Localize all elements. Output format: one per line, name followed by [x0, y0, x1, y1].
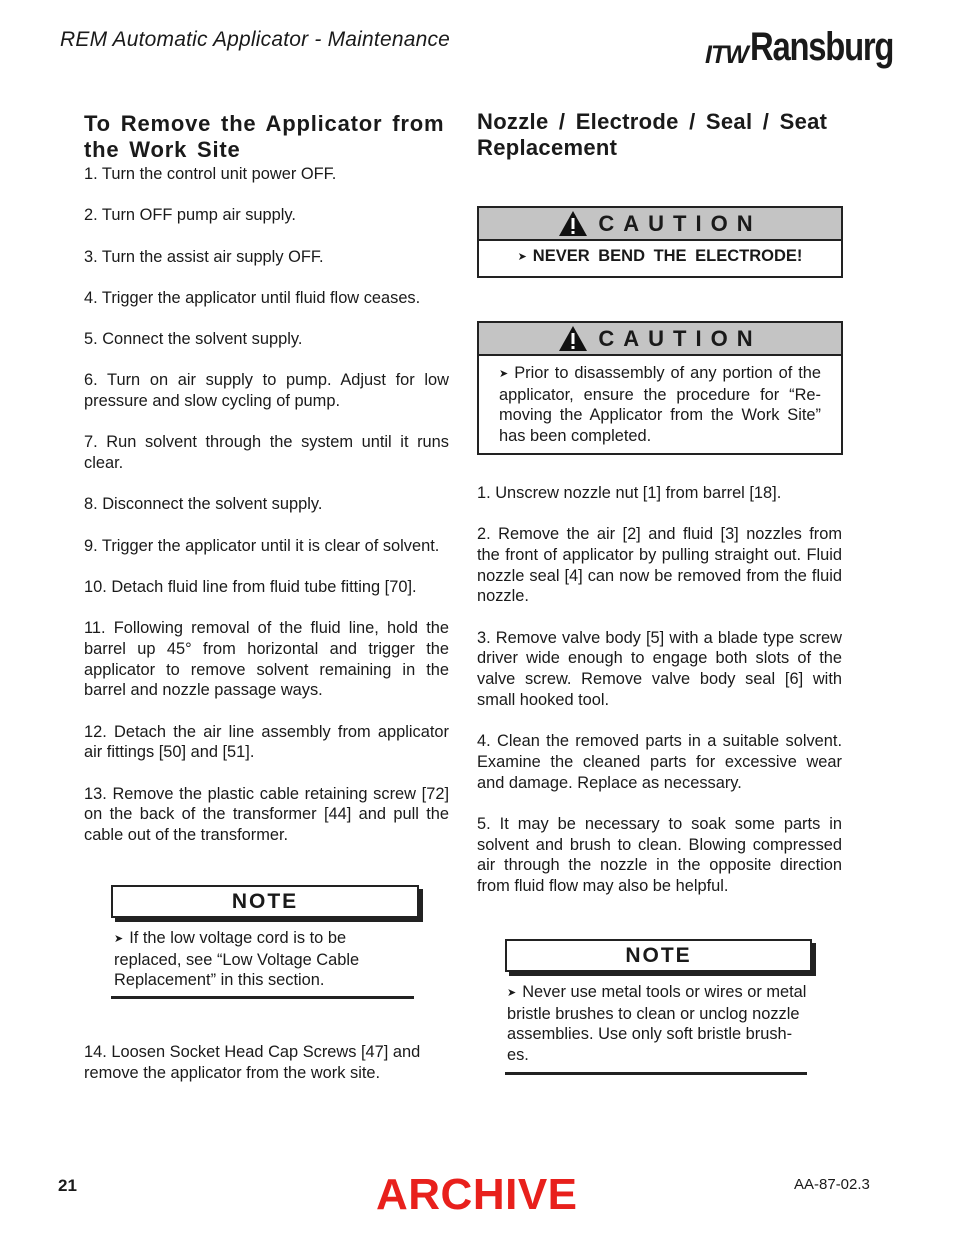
arrow-bullet-icon: ➤ — [507, 987, 517, 999]
caution-text: NEVER BEND THE ELECTRODE! — [532, 247, 803, 265]
list-item: 5. It may be necessary to soak some parts in solvent and brush to clean. Blowing compressed air through the nozzle in the opposite direction from fluid flow may also be helpful. — [477, 814, 842, 895]
list-item: 3. Turn the assist air supply OFF. — [84, 247, 324, 266]
note-divider — [505, 1072, 807, 1075]
right-section-heading: Nozzle / Electrode / Seal / Seat Replacement — [477, 109, 828, 160]
caution-text: Prior to disassembly of any portion of the applicator, ensure the procedure for “Re-moving the Applicator from the Work Site” has been completed. — [499, 364, 821, 446]
list-item: 2. Turn OFF pump air supply. — [84, 206, 296, 225]
note-text-block — [507, 982, 809, 1066]
list-item: 13. Remove the plastic cable retaining screw [72] on the back of the transformer [44] and pull the cable out of the transformer. — [84, 784, 449, 845]
arrow-bullet-icon: ➤ — [499, 368, 509, 380]
list-item: 10. Detach fluid line from fluid tube fitting [70]. — [84, 578, 417, 597]
caution-title: CAUTION — [598, 210, 762, 236]
page-number: 21 — [58, 1176, 77, 1195]
nozzle-steps-list — [477, 483, 842, 917]
arrow-bullet-icon: ➤ — [517, 251, 527, 263]
caution-header — [479, 323, 841, 356]
header-title: REM Automatic Applicator - Maintenance — [60, 28, 451, 51]
list-item: 11. Following removal of the fluid line, hold the barrel up 45° from horizontal and trigger the applicator to remove solvent remaining in the barrel and nozzle passage ways. — [84, 619, 449, 700]
list-item: 3. Remove valve body [5] with a blade type screw driver wide enough to engage both slots of the valve screw. Remove valve body seal [6] with small hooked tool. — [477, 628, 842, 709]
note-text: If the low voltage cord is to be replaced, see “Low Voltage Cable Replacement” in this section. — [114, 929, 360, 990]
caution-box — [477, 321, 843, 455]
list-item: 14. Loosen Socket Head Cap Screws [47] and remove the applicator from the work site. — [84, 1043, 421, 1082]
removal-steps-list — [84, 164, 449, 866]
list-item: 5. Connect the solvent supply. — [84, 330, 303, 349]
document-code: AA-87-02.3 — [794, 1176, 870, 1193]
list-item: 12. Detach the air line assembly from applicator air fittings [50] and [51]. — [84, 722, 449, 762]
list-item: 1. Turn the control unit power OFF. — [84, 165, 337, 183]
list-item: 8. Disconnect the solvent supply. — [84, 495, 323, 514]
caution-body — [479, 241, 841, 276]
caution-box — [477, 206, 843, 278]
list-item: 6. Turn on air supply to pump. Adjust for low pressure and slow cycling of pump. — [84, 371, 449, 411]
logo-prefix: ITW — [705, 41, 748, 69]
note-divider — [111, 996, 414, 999]
list-item: 2. Remove the air [2] and fluid [3] nozzles from the front of applicator by pulling straight out. Fluid nozzle seal [4] can now be removed from the fluid nozzle. — [477, 525, 842, 606]
note-text-block — [114, 928, 416, 991]
left-section-heading: To Remove the Applicator from the Work Site — [84, 111, 445, 162]
caution-title: CAUTION — [598, 325, 762, 351]
note-title: NOTE — [505, 939, 812, 972]
note-text: Never use metal tools or wires or metal bristle brushes to clean or unclog nozzle assemblies. Use only soft bristle brush-es. — [507, 983, 807, 1065]
archive-stamp: ARCHIVE — [376, 1170, 578, 1219]
list-item: 1. Unscrew nozzle nut [1] from barrel [18]. — [477, 484, 782, 502]
warning-triangle-icon — [558, 325, 588, 352]
list-item: 9. Trigger the applicator until it is clear of solvent. — [84, 536, 440, 555]
itw-ransburg-logo — [705, 18, 925, 70]
note-title: NOTE — [111, 885, 419, 918]
logo-brand: Ransburg — [749, 25, 894, 69]
list-item: 4. Clean the removed parts in a suitable solvent. Examine the cleaned parts for excessive wear and damage. Replace as necessary. — [477, 732, 842, 792]
caution-body — [479, 356, 841, 453]
list-item: 4. Trigger the applicator until fluid flow ceases. — [84, 288, 421, 307]
caution-header — [479, 208, 841, 241]
warning-triangle-icon — [558, 210, 588, 237]
arrow-bullet-icon: ➤ — [114, 933, 124, 945]
list-item: 7. Run solvent through the system until it runs clear. — [84, 433, 449, 473]
